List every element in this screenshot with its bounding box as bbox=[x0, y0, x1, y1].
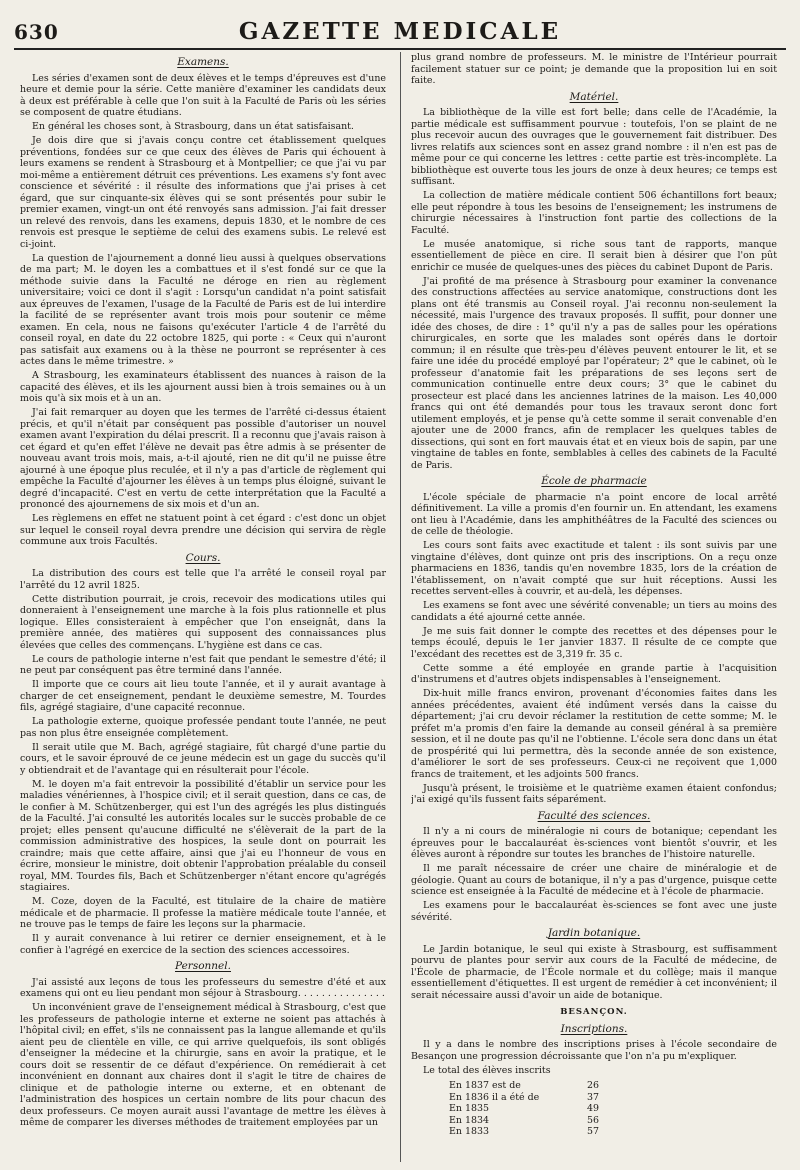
stat-row bbox=[449, 1080, 599, 1092]
paragraph: Il serait utile que M. Bach, agrégé stagiaire, fût chargé d'une partie du cours, et le savoir éprouvé de ce jeune médecin est un gage du succès qu'il y obtiendrait et de l'avantage qui en résulterait pour l'école. bbox=[20, 741, 386, 776]
stat-count: 57 bbox=[586, 1126, 599, 1137]
paragraph: Le cours de pathologie interne n'est fait que pendant le semestre d'été; il ne peut par conséquent pas être terminé dans l'année. bbox=[20, 653, 386, 676]
stat-label: En 1836 il a été de bbox=[449, 1091, 540, 1103]
section-heading: Personnel. bbox=[175, 960, 231, 972]
paragraph: Je me suis fait donner le compte des recettes et des dépenses pour le temps écoulé, depuis le 1er janvier 1837. Il résulte de ce compte que l'excédant des recettes est de 3,319 fr. 35 c. bbox=[411, 625, 777, 660]
stat-label: En 1837 est de bbox=[449, 1080, 521, 1091]
header-rule bbox=[14, 48, 786, 50]
paragraph: Jusqu'à présent, le troisième et le quatrième examen étaient confondus; j'ai exigé qu'ils fussent faits séparément. bbox=[411, 782, 777, 805]
stat-count: 26 bbox=[586, 1080, 599, 1091]
paragraph: M. Coze, doyen de la Faculté, est titulaire de la chaire de matière médicale et de pharmacie. Il professe la matière médicale toute l'année, et ne trouve pas le temps de faire les leçons sur la pharmacie. bbox=[20, 896, 386, 930]
page-number: 630 bbox=[14, 20, 59, 44]
stat-row bbox=[449, 1092, 599, 1104]
section-heading: Jardin botanique. bbox=[547, 927, 641, 939]
right-column-sections bbox=[411, 52, 777, 1001]
stat-count: 56 bbox=[586, 1114, 599, 1126]
stat-row bbox=[449, 1115, 599, 1127]
paragraph: Dix-huit mille francs environ, provenant d'économies faites dans les années précédentes, avaient été indûment versés dans la caisse du département; j'ai cru devoir réclamer la restitution de cette somme; M. le préfet m'a promis d'en faire la demande au conseil général à sa première session, et il ne doute pas qu'il ne l'obtienne. L'école sera donc dans un état de prospérité qui lui permettra, dès la seconde année de son existence, d'améliorer le sort de ses professeurs. Ceux-ci ne reçoivent que 1,000 francs de traitement, et les adjoints 500 francs. bbox=[411, 688, 777, 780]
journal-title: GAZETTE MEDICALE bbox=[238, 18, 562, 45]
paragraph: Il y aurait convenance à lui retirer ce dernier enseignement, et à le confier à l'agrégé en exercice de la section des sciences accessoires. bbox=[20, 933, 386, 956]
paragraph: L'école spéciale de pharmacie n'a point encore de local arrêté définitivement. La ville a promis d'en fournir un. En attendant, les examens ont lieu à l'Académie, dans les amphithéâtres de la Faculté des sciences ou de celle de théologie. bbox=[411, 491, 777, 537]
article-section bbox=[411, 92, 777, 472]
paragraph: Le Jardin botanique, le seul qui existe à Strasbourg, est suffisamment pourvu de plantes pour servir aux cours de la Faculté de médecine, de l'École de pharmacie, de l'École normale et du collège; mais il manque essentiellement d'étiquettes. Il est urgent de remédier à cet inconvénient; il serait nécessaire aussi d'avoir un aide de botanique. bbox=[411, 943, 777, 1001]
paragraph: La collection de matière médicale contient 506 échantillons fort beaux; elle peut répondre à tous les besoins de l'enseignement; les instrumens de chirurgie nécessaires à l'instruction font partie des collections de la Faculté. bbox=[411, 190, 777, 236]
left-column bbox=[20, 52, 386, 1164]
paragraph: Un inconvénient grave de l'enseignement médical à Strasbourg, c'est que les professeurs de pathologie interne et externe ne soient pas attachés à l'hôpital civil; en effet, s'ils ne connaissent pas la langue allemande et qu'ils aient peu de clientèle en ville, ce qui arrive quelquefois, ils sont obligés d'enseigner la médecine et la chirurgie, sans en avoir la pratique, et le cours doit se ressentir de ce défaut d'expérience. On remédierait à cet inconvénient en donnant aux chaires dont il s'agit le titre de chaires de clinique et de pathologie interne ou externe, et en obtenant de l'administration des hospices un certain nombre de lits pour chacun des deux professeurs. Ce moyen aurait aussi l'avantage de mettre les élèves à même de comparer les diverses méthodes de traitement employées par un bbox=[20, 1002, 386, 1128]
paragraph: La distribution des cours est telle que l'a arrêté le conseil royal par l'arrêté du 12 avril 1825. bbox=[20, 568, 386, 591]
paragraph: Il y a dans le nombre des inscriptions prises à l'école secondaire de Besançon une progression décroissante que l'on n'a pu m'expliquer. bbox=[411, 1039, 777, 1062]
right-column bbox=[411, 52, 777, 1164]
article-section bbox=[20, 553, 386, 957]
paragraph: Le musée anatomique, si riche sous tant de rapports, manque essentiellement de pièce en cire. Il serait bien à désirer que l'on pût enrichir ce musée de quelques-unes des pièces du cabinet Dupont de Paris. bbox=[411, 238, 777, 273]
paragraph: Cette distribution pourrait, je crois, recevoir des modications utiles qui donneraient à l'enseignement une marche à la fois plus rationnelle et plus logique. Elles consisteraient à empêcher que l'on enseignât, dans la première année, des matières qui supposent des connaissances plus élevées que celles des commençans. L'hygiène est dans ce cas. bbox=[20, 593, 386, 651]
paragraph: Les cours sont faits avec exactitude et talent : ils sont suivis par une vingtaine d'élèves, dont quinze ont pris des inscriptions. On a reçu onze pharmaciens en 1836, tandis qu'en novembre 1835, lors de la création de l'établissement, on n'avait compté que sur huit réceptions. Aussi les recettes servent-elles à couvrir, et au-delà, les dépenses. bbox=[411, 540, 777, 597]
paragraph: Les examens se font avec une sévérité convenable; un tiers au moins des candidats a été ajourné cette année. bbox=[411, 600, 777, 623]
paragraph: A Strasbourg, les examinateurs établissent des nuances à raison de la capacité des élèves, et ils les ajournent aussi bien à trois semaines ou à un mois qu'à six mois et à un an. bbox=[20, 370, 386, 404]
stat-label: En 1835 bbox=[449, 1103, 489, 1114]
paragraph: Les séries d'examen sont de deux élèves et le temps d'épreuves est d'une heure et demie pour la série. Cette manière d'examiner les candidats deux à deux est préférable à celle que l'on suit à la Faculté de Paris où les séries se composent de quatre étudians. bbox=[20, 72, 386, 118]
section-heading: Cours. bbox=[185, 551, 221, 564]
article-section bbox=[20, 57, 386, 548]
stat-row bbox=[449, 1126, 599, 1138]
paragraph: Il importe que ce cours ait lieu toute l'année, et il y aurait avantage à charger de cet enseignement, pendant le deuxième semestre, M. Tourdes fils, agrégé stagiaire, d'une capacité reconnue. bbox=[20, 679, 386, 713]
article-section bbox=[411, 52, 777, 87]
section-heading: École de pharmacie bbox=[541, 475, 647, 487]
paragraph: Cette somme a été employée en grande partie à l'acquisition d'instrumens et d'autres objets indispensables à l'enseignement. bbox=[411, 662, 777, 685]
paragraph: J'ai profité de ma présence à Strasbourg pour examiner la convenance des constructions affectées au service anatomique, constructions dont les plans ont été transmis au Conseil royal. J'ai reconnu non-seulement la nécessité, mais l'urgence des travaux proposés. Il suffit, pour donner une idée des choses, de dire : 1° qu'il n'y a pas de salles pour les opérations chirurgicales, en sorte que les malades sont opérés dans le dortoir commun; il en résulte que très-peu d'élèves peuvent entourer le lit, et se faire une idée du procédé employé par l'opérateur; 2° que le cabinet, où le professeur d'anatomie fait les préparations de ses leçons sert de communication continuelle entre deux cours; 3° que le cabinet du prosecteur est placé dans les anciennes latrines de la maison. Les 40,000 francs qui ont été demandés pour tous les travaux seront donc fort utilement employés, et je pense qu'à cette somme il serait convenable d'en ajouter une de 2000 francs, afin de remplacer les quelques tables de dissections, qui sont en fort mauvais état et en vieux bois de sapin, par une vingtaine de tables en fonte, semblables à celles des cabinets de la Faculté de Paris. bbox=[411, 275, 777, 471]
paragraph: Les examens pour le baccalauréat ès-sciences se font avec une juste sévérité. bbox=[411, 900, 777, 923]
section-heading: Faculté des sciences. bbox=[537, 809, 651, 822]
article-section bbox=[411, 811, 777, 924]
stat-count: 49 bbox=[586, 1103, 599, 1114]
article-section bbox=[20, 961, 386, 1129]
article-section bbox=[411, 928, 777, 1001]
paragraph: Le total des élèves inscrits bbox=[423, 1064, 551, 1076]
paragraph: La pathologie externe, quoique professée pendant toute l'année, ne peut pas non plus être enseignée complètement. bbox=[20, 716, 386, 739]
city-heading: BESANÇON. bbox=[560, 1007, 628, 1017]
section-heading: Matériel. bbox=[569, 90, 619, 103]
stat-row bbox=[449, 1103, 599, 1115]
stat-label: En 1833 bbox=[449, 1126, 489, 1137]
paragraph: Les règlemens en effet ne statuent point à cet égard : c'est donc un objet sur lequel le conseil royal devra prendre une décision qui servira de règle commune aux trois Facultés. bbox=[20, 513, 386, 547]
paragraph: Il n'y a ni cours de minéralogie ni cours de botanique; cependant les épreuves pour le baccalauréat ès-sciences vont bientôt s'ouvrir, et les élèves auront à répondre sur toutes les branches de l'histoire naturelle. bbox=[411, 826, 777, 860]
paragraph: plus grand nombre de professeurs. M. le ministre de l'Intérieur pourrait facilement statuer sur ce point; je demande que la proposition lui en soit faite. bbox=[411, 52, 777, 86]
paragraph: En général les choses sont, à Strasbourg, dans un état satisfaisant. bbox=[32, 121, 354, 132]
stat-label: En 1834 bbox=[449, 1114, 489, 1126]
paragraph: M. le doyen m'a fait entrevoir la possibilité d'établir un service pour les maladies vénériennes, à l'hospice civil; et il serait question, dans ce cas, de le confier à M. Schützenberger, qui est l'un des agrégés les plus distingués de la Faculté. J'ai consulté les autorités locales sur le succès probable de ce projet; elles pensent qu'aucune difficulté ne s'élèverait de la part de la commission administrative des hospices, la seule dont on pourrait les craindre; mais que cette affaire, ainsi que j'ai eu l'honneur de vous en écrire, monsieur le ministre, doit obtenir l'approbation préalable du conseil royal, MM. Tourdes fils, Bach et Schützenberger n'étant encore qu'agrégés stagiaires. bbox=[20, 778, 386, 893]
paragraph: La question de l'ajournement a donné lieu aussi à quelques observations de ma part; M. le doyen les a combattues et il s'est fondé sur ce que la méthode suivie dans la Faculté ne déroge en rien au règlement universitaire; voici ce dont il s'agit : Lorsqu'un candidat n'a point satisfait aux épreuves de l'examen, l'usage de la Faculté de Paris est de lui interdire la facilité de se représenter avant trois mois pour soutenir ce même examen. En cela, nous ne faisons qu'exécuter l'article 4 de l'arrêté du conseil royal, en date du 22 octobre 1825, qui porte : « Ceux qui n'auront pas satisfait aux examens ou à la thèse ne pourront se représenter à ces actes dans le même trimestre. » bbox=[20, 252, 386, 367]
paragraph: J'ai assisté aux leçons de tous les professeurs du semestre d'été et aux examens qui ont eu lieu pendant mon séjour à Strasbourg. . . . . . . . . . . . . . . bbox=[20, 976, 386, 999]
inscriptions-table bbox=[449, 1080, 599, 1138]
paragraph: J'ai fait remarquer au doyen que les termes de l'arrêté ci-dessus étaient précis, et qu'il n'était par conséquent pas possible d'autoriser un nouvel examen avant l'expiration du délai prescrit. Il a reconnu que j'avais raison à cet égard et qu'en effet l'élève ne devait pas être admis à se présenter de nouveau avant trois mois, mais, a-t-il ajouté, rien ne dit qu'il ne puisse être ajourné à une époque plus reculée, et il n'y a pas d'article de règlement qui empêche la Faculté d'ajourner les élèves à un temps plus éloigné, suivant le degré d'incapacité. C'est en vertu de cette interprétation que la Faculté a prononcé des ajournemens de six mois et d'un an. bbox=[20, 407, 386, 510]
paragraph: Il me paraît nécessaire de créer une chaire de minéralogie et de géologie. Quant au cours de botanique, il n'y a pas d'urgence, puisque cette science est enseignée à la Faculté de médecine et à l'école de pharmacie. bbox=[411, 863, 777, 897]
article-section bbox=[411, 476, 777, 806]
section-heading: Inscriptions. bbox=[560, 1022, 628, 1035]
section-heading: Examens. bbox=[177, 56, 229, 68]
paragraph: La bibliothèque de la ville est fort belle; dans celle de l'Académie, la partie médicale est suffisamment pourvue : toutefois, l'on se plaint de ne plus recevoir aucun des ouvrages que le gouvernement fait distribuer. Des livres relatifs aux sciences sont en assez grand nombre : il n'en est pas de même pour ce qui concerne les lettres : cette partie est très-incomplète. La bibliothèque est ouverte tous les jours de onze à deux heures; ce temps est suffisant. bbox=[411, 107, 777, 187]
besancon-section bbox=[411, 1007, 777, 1138]
column-divider bbox=[400, 52, 401, 1162]
stat-count: 37 bbox=[586, 1091, 599, 1103]
paragraph: Je dois dire que si j'avais conçu contre cet établissement quelques préventions, fondées sur ce que ceux des élèves de Paris qui échouent à leurs examens se rendent à Strasbourg et à Montpellier; ce que j'ai vu par moi-même a entièrement détruit ces préventions. Les examens s'y font avec conscience et sévérité : il résulte des informations que j'ai prises à cet égard, que sur cinquante-six élèves qui se sont présentés pour subir le premier examen, vingt-un ont été renvoyés sans admission. J'ai fait dresser un relevé des renvois, dans les examens, depuis 1830, et le nombre de ces renvois est presque le septième de celui des examens subis. Le relevé est ci-joint. bbox=[20, 135, 386, 250]
page-header bbox=[14, 16, 786, 46]
